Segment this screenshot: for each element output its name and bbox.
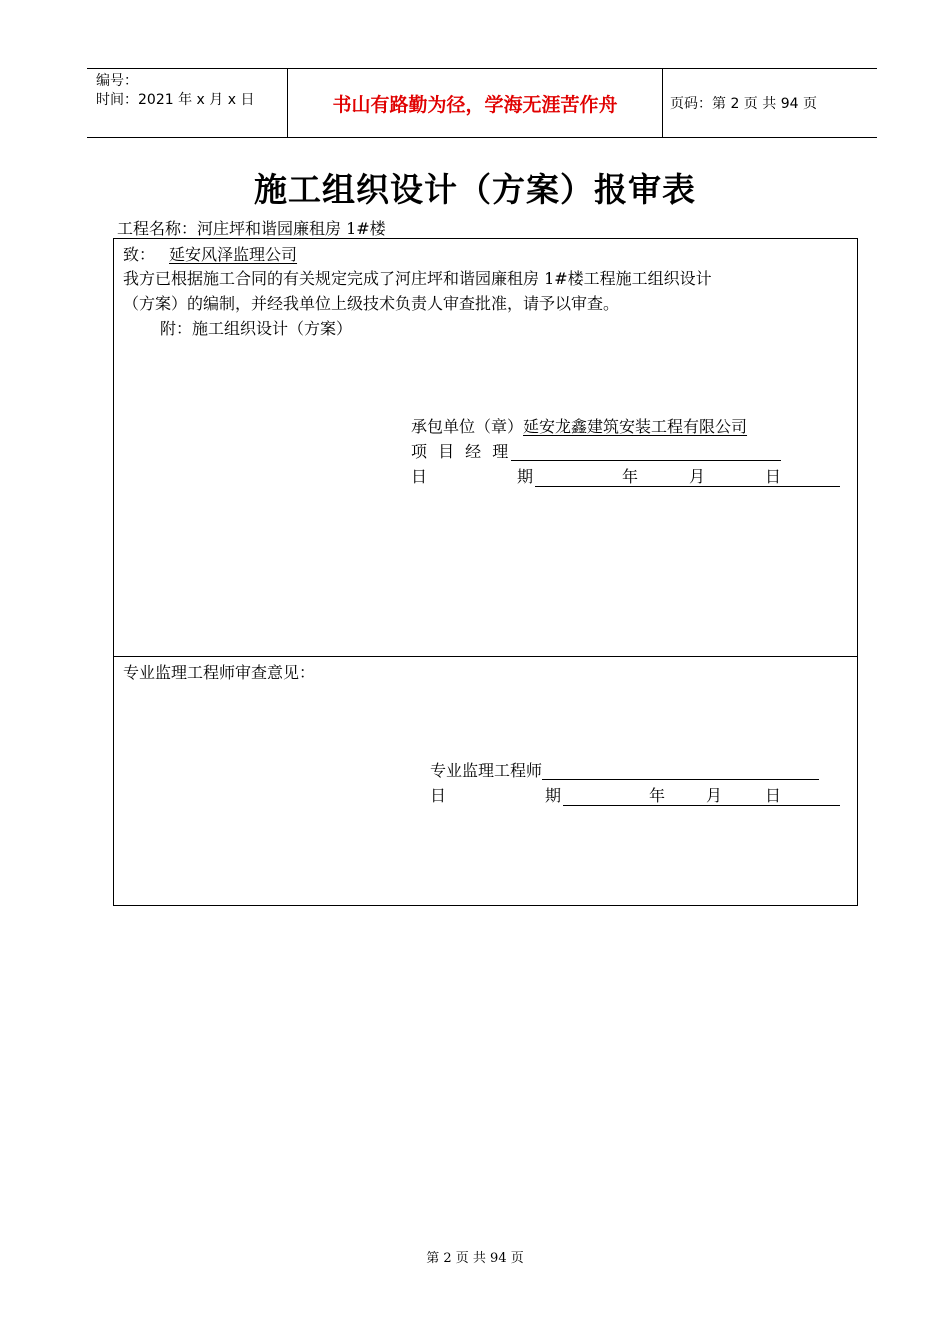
header-page-number: 页码：第 2 页 共 94 页 <box>670 96 817 112</box>
engineer-signature-line <box>542 761 819 780</box>
engineer-opinion-label: 专业监理工程师审查意见： <box>123 663 316 682</box>
recipient-value: 延安风泽监理公司 <box>169 245 298 264</box>
manager-label: 项 目 经 理 <box>411 442 512 461</box>
document-header <box>87 68 877 138</box>
date-month-label: 月 <box>689 467 706 486</box>
date-line-1 <box>535 468 840 487</box>
date-year-label: 年 <box>622 467 639 486</box>
date-day-label: 日 <box>765 467 782 486</box>
serial-number-label: 编号： <box>96 73 138 89</box>
contractor-row <box>411 417 747 437</box>
recipient-row <box>123 245 297 265</box>
body-line-2: （方案）的编制，并经我单位上级技术负责人审查批准，请予以审查。 <box>123 294 620 313</box>
page-footer: 第 2 页 共 94 页 <box>426 1251 524 1266</box>
contractor-label: 承包单位（章） <box>411 417 524 436</box>
header-divider-right <box>662 69 663 137</box>
time-label: 时间：2021 年 x 月 x 日 <box>96 92 255 108</box>
section-divider <box>114 656 857 657</box>
project-name: 工程名称：河庄坪和谐园廉租房 1#楼 <box>117 219 386 238</box>
engineer-label: 专业监理工程师 <box>430 761 543 780</box>
contractor-value: 延安龙鑫建筑安装工程有限公司 <box>523 417 748 436</box>
manager-row <box>411 442 781 462</box>
date-ri-label-2: 日 <box>430 786 447 805</box>
attachment-line: 附：施工组织设计（方案） <box>160 319 353 338</box>
date-row-1 <box>411 467 841 487</box>
date-month-label-2: 月 <box>706 786 723 805</box>
date-line-2 <box>563 787 840 806</box>
header-motto: 书山有路勤为径，学海无涯苦作舟 <box>332 93 618 116</box>
page-title: 施工组织设计（方案）报审表 <box>254 170 696 209</box>
body-line-1: 我方已根据施工合同的有关规定完成了河庄坪和谐园廉租房 1#楼工程施工组织设计 <box>123 269 712 288</box>
manager-signature-line <box>511 442 781 461</box>
engineer-row <box>430 761 819 781</box>
date-qi-label-2: 期 <box>545 786 562 805</box>
date-row-2 <box>430 786 842 806</box>
header-meta <box>96 72 254 110</box>
recipient-label: 致： <box>123 245 156 264</box>
date-ri-label: 日 <box>411 467 428 486</box>
approval-form <box>113 238 858 906</box>
date-day-label-2: 日 <box>765 786 782 805</box>
date-qi-label: 期 <box>517 467 534 486</box>
date-year-label-2: 年 <box>649 786 666 805</box>
